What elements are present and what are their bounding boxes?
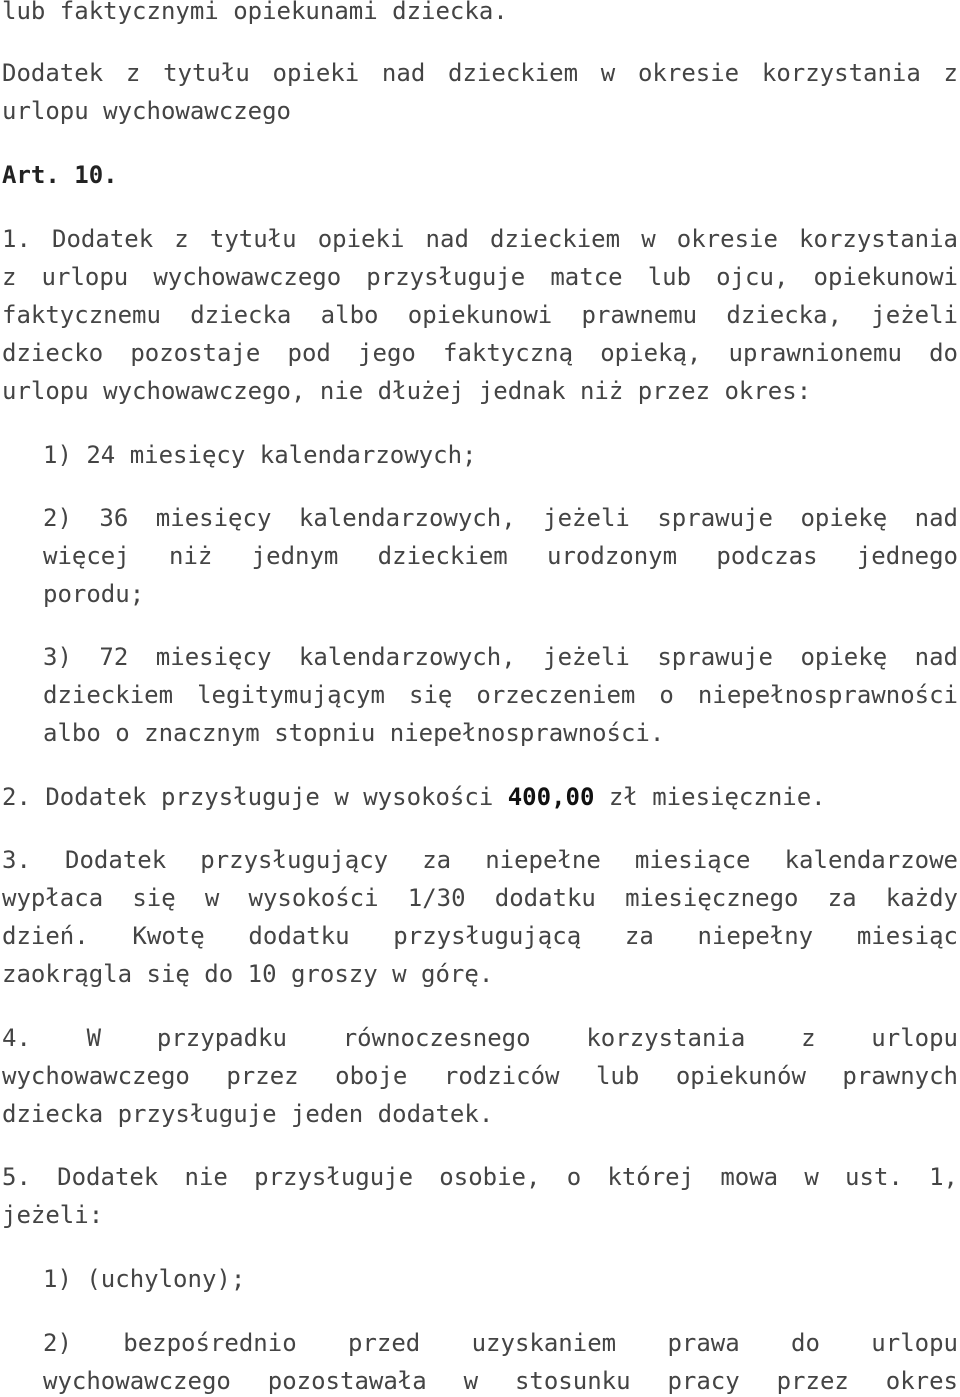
paragraph-line: dziecka przysługuje jeden dodatek. <box>2 1100 494 1128</box>
list-item-line: 1) (uchylony); <box>43 1265 246 1293</box>
article-number: Art. 10. <box>2 161 118 189</box>
paragraph-line: 4. W przypadku równoczesnego korzystania z urlopu <box>2 1024 958 1052</box>
list-item-line: albo o znacznym stopniu niepełnosprawności. <box>43 719 665 747</box>
paragraph-line: dziecko pozostaje pod jego faktyczną opieką, uprawnionemu do <box>2 339 958 367</box>
paragraph-line: z urlopu wychowawczego przysługuje matce lub ojcu, opiekunowi <box>2 263 958 291</box>
list-item-line: 2) 36 miesięcy kalendarzowych, jeżeli sprawuje opiekę nad <box>43 504 958 532</box>
paragraph-line: faktycznemu dziecka albo opiekunowi prawnemu dziecka, jeżeli <box>2 301 958 329</box>
list-item-line: dzieckiem legitymującym się orzeczeniem o niepełnosprawności <box>43 681 958 709</box>
paragraph-line: 5. Dodatek nie przysługuje osobie, o której mowa w ust. 1, <box>2 1163 958 1191</box>
paragraph-line <box>2 782 826 812</box>
list-item-line: więcej niż jednym dzieckiem urodzonym podczas jednego <box>43 542 958 570</box>
list-item-line: 3) 72 miesięcy kalendarzowych, jeżeli sprawuje opiekę nad <box>43 643 958 671</box>
amount-prefix: 2. Dodatek przysługuje w wysokości <box>2 783 508 811</box>
section-heading-line: urlopu wychowawczego <box>2 97 291 125</box>
paragraph-line: wypłaca się w wysokości 1/30 dodatku miesięcznego za każdy <box>2 884 958 912</box>
paragraph-line: wychowawczego przez oboje rodziców lub opiekunów prawnych <box>2 1062 958 1090</box>
section-heading-line: Dodatek z tytułu opieki nad dzieckiem w okresie korzystania z <box>2 59 958 87</box>
amount-value: 400,00 <box>507 783 595 811</box>
paragraph-line: 3. Dodatek przysługujący za niepełne miesiące kalendarzowe <box>2 846 958 874</box>
paragraph-line: 1. Dodatek z tytułu opieki nad dzieckiem w okresie korzystania <box>2 225 958 253</box>
list-item-line: wychowawczego pozostawała w stosunku pracy przez okres <box>43 1367 958 1395</box>
amount-suffix: zł miesięcznie. <box>594 783 826 811</box>
paragraph-line: zaokrągla się do 10 groszy w górę. <box>2 960 494 988</box>
paragraph-line: jeżeli: <box>2 1201 104 1229</box>
text-line: lub faktycznymi opiekunami dziecka. <box>2 0 508 25</box>
list-item-line: 2) bezpośrednio przed uzyskaniem prawa do urlopu <box>43 1329 958 1357</box>
list-item-line: 1) 24 miesięcy kalendarzowych; <box>43 441 477 469</box>
paragraph-line: urlopu wychowawczego, nie dłużej jednak niż przez okres: <box>2 377 812 405</box>
list-item-line: porodu; <box>43 580 145 608</box>
paragraph-line: dzień. Kwotę dodatku przysługującą za niepełny miesiąc <box>2 922 958 950</box>
